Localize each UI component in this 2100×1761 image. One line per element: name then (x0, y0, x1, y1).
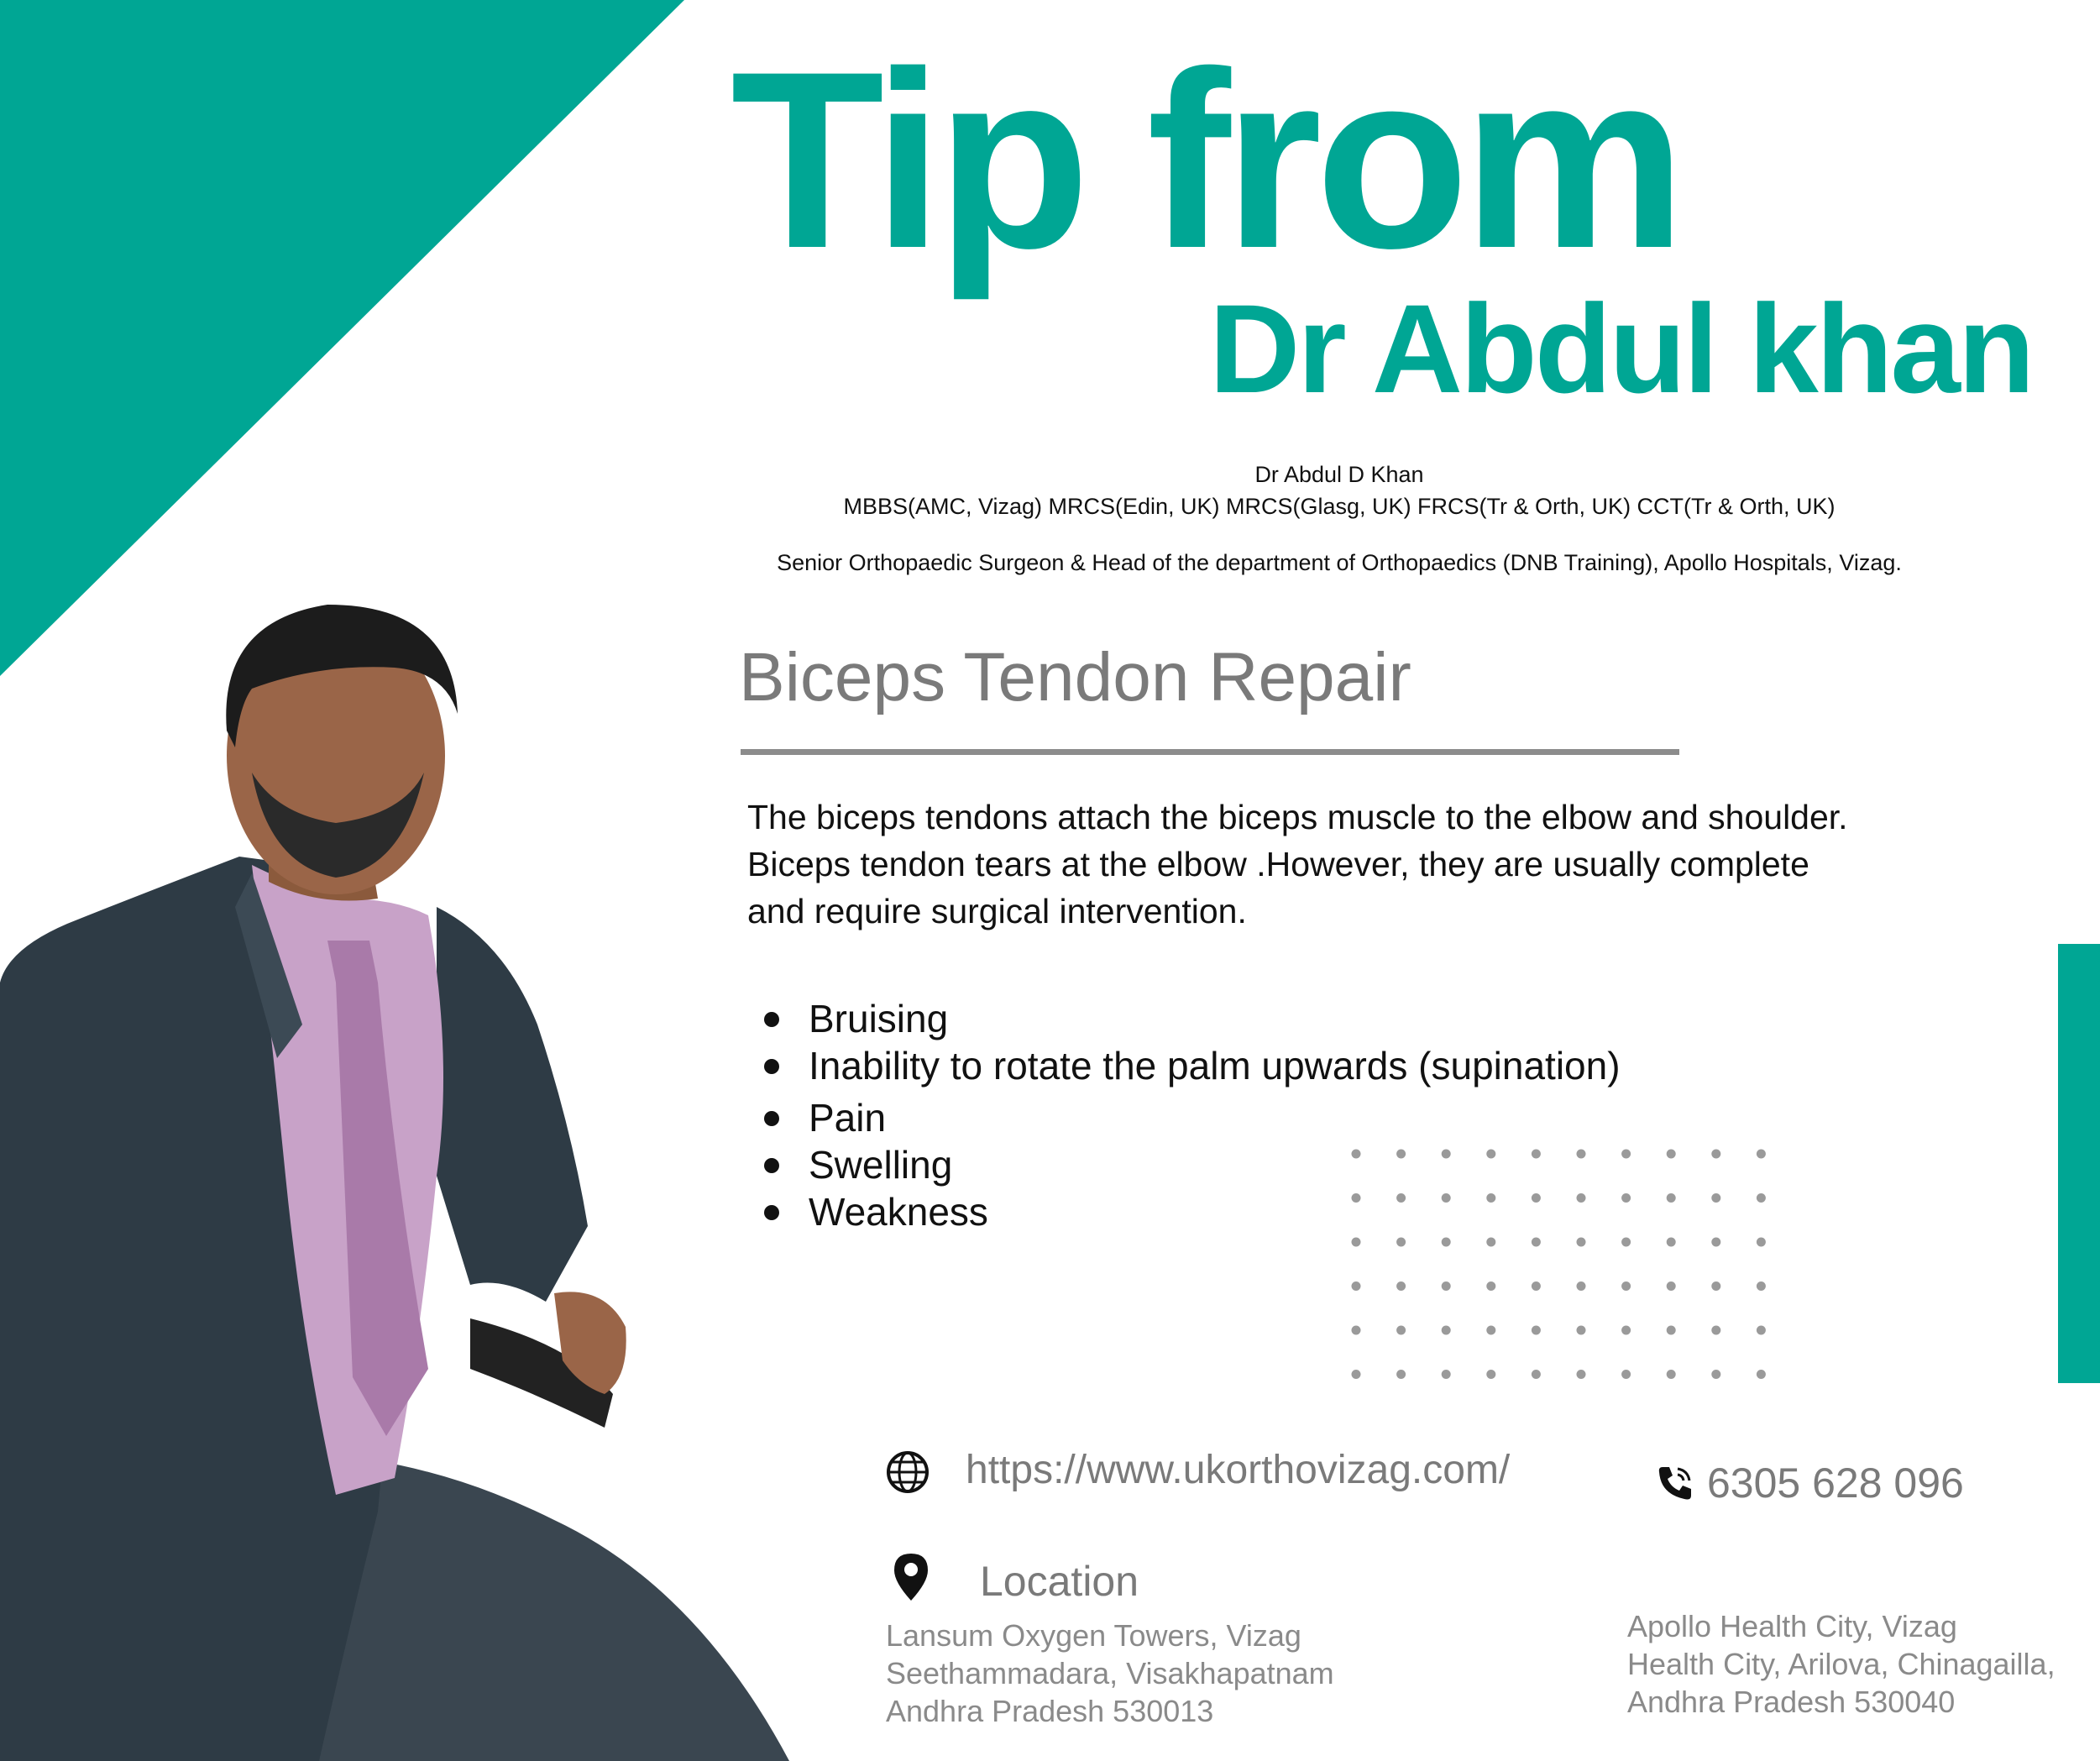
grid-dot (1442, 1370, 1451, 1379)
grid-dot (1396, 1193, 1406, 1203)
grid-dot (1532, 1193, 1541, 1203)
grid-dot (1667, 1370, 1676, 1379)
topic-title: Biceps Tendon Repair (739, 639, 1411, 715)
address-line: Andhra Pradesh 530013 (886, 1694, 1214, 1728)
address-line: Seethammadara, Visakhapatnam (886, 1656, 1334, 1690)
address-line: Health City, Arilova, Chinagailla, (1627, 1647, 2055, 1681)
accent-triangle (0, 0, 684, 676)
grid-dot (1667, 1193, 1676, 1203)
grid-dot (1577, 1326, 1586, 1335)
grid-dot (1532, 1370, 1541, 1379)
grid-dot (1352, 1326, 1361, 1335)
grid-dot (1757, 1281, 1766, 1291)
grid-dot (1577, 1150, 1586, 1159)
grid-dot (1396, 1370, 1406, 1379)
grid-dot (1757, 1370, 1766, 1379)
grid-dot (1442, 1193, 1451, 1203)
description-line: Biceps tendon tears at the elbow .However, they are usually complete (747, 845, 1809, 883)
grid-dot (1352, 1150, 1361, 1159)
grid-dot (1711, 1370, 1720, 1379)
grid-dot (1486, 1193, 1495, 1203)
grid-dot (1757, 1150, 1766, 1159)
grid-dot (1577, 1193, 1586, 1203)
symptom-item: Bruising (760, 995, 1621, 1042)
address-line: Andhra Pradesh 530040 (1627, 1685, 1956, 1719)
grid-dot (1577, 1238, 1586, 1247)
grid-dot (1396, 1326, 1406, 1335)
grid-dot (1667, 1281, 1676, 1291)
grid-dot (1757, 1193, 1766, 1203)
grid-dot (1532, 1238, 1541, 1247)
topic-divider (741, 749, 1679, 755)
doctor-name-title: Dr Abdul khan (1209, 278, 2033, 419)
doctor-full-name: Dr Abdul D Khan (1254, 462, 1424, 487)
grid-dot (1486, 1238, 1495, 1247)
grid-dot (1621, 1150, 1631, 1159)
description-line: The biceps tendons attach the biceps muscle to the elbow and shoulder. (747, 798, 1848, 836)
location-label: Location (980, 1558, 1139, 1605)
doctor-photo (0, 588, 806, 1761)
grid-dot (1667, 1150, 1676, 1159)
grid-dot (1711, 1193, 1720, 1203)
symptom-item: Weakness (760, 1188, 1621, 1235)
grid-dot (1621, 1238, 1631, 1247)
doctor-role: Senior Orthopaedic Surgeon & Head of the department of Orthopaedics (DNB Training), Apollo Hospitals, Vizag. (777, 550, 1902, 575)
address-vizag-seethammadara (886, 1617, 1334, 1730)
website-link[interactable]: https://www.ukorthovizag.com/ (966, 1448, 1511, 1492)
grid-dot (1711, 1238, 1720, 1247)
address-line: Lansum Oxygen Towers, Vizag (886, 1618, 1301, 1653)
doctor-qualifications: MBBS(AMC, Vizag) MRCS(Edin, UK) MRCS(Glasg, UK) FRCS(Tr & Orth, UK) CCT(Tr & Orth, UK) (843, 494, 1836, 519)
grid-dot (1486, 1370, 1495, 1379)
decorative-dot-grid (1347, 1149, 1767, 1384)
grid-dot (1667, 1238, 1676, 1247)
grid-dot (1352, 1193, 1361, 1203)
grid-dot (1442, 1326, 1451, 1335)
grid-dot (1486, 1150, 1495, 1159)
grid-dot (1532, 1326, 1541, 1335)
address-apollo-health-city (1627, 1607, 2055, 1721)
grid-dot (1442, 1238, 1451, 1247)
description-line: and require surgical intervention. (747, 892, 1247, 930)
grid-dot (1442, 1150, 1451, 1159)
grid-dot (1396, 1281, 1406, 1291)
grid-dot (1621, 1326, 1631, 1335)
accent-side-bar (2058, 944, 2100, 1383)
grid-dot (1621, 1370, 1631, 1379)
grid-dot (1532, 1281, 1541, 1291)
address-line: Apollo Health City, Vizag (1627, 1609, 1957, 1643)
grid-dot (1486, 1281, 1495, 1291)
grid-dot (1442, 1281, 1451, 1291)
map-pin-icon (893, 1552, 930, 1602)
symptom-item: Pain (760, 1094, 1621, 1141)
grid-dot (1352, 1238, 1361, 1247)
grid-dot (1757, 1326, 1766, 1335)
headline-title: Tip from (731, 18, 1680, 301)
grid-dot (1757, 1238, 1766, 1247)
phone-icon (1656, 1464, 1694, 1502)
grid-dot (1352, 1281, 1361, 1291)
grid-dot (1711, 1150, 1720, 1159)
symptom-item: Swelling (760, 1141, 1621, 1188)
grid-dot (1667, 1326, 1676, 1335)
topic-description (747, 794, 1848, 935)
globe-icon (886, 1450, 930, 1494)
grid-dot (1532, 1150, 1541, 1159)
grid-dot (1396, 1150, 1406, 1159)
grid-dot (1577, 1370, 1586, 1379)
phone-number[interactable]: 6305 628 096 (1707, 1460, 1964, 1507)
symptom-item: Inability to rotate the palm upwards (supination) (760, 1042, 1621, 1089)
grid-dot (1577, 1281, 1586, 1291)
grid-dot (1711, 1281, 1720, 1291)
grid-dot (1352, 1370, 1361, 1379)
grid-dot (1396, 1238, 1406, 1247)
grid-dot (1486, 1326, 1495, 1335)
grid-dot (1621, 1281, 1631, 1291)
grid-dot (1711, 1326, 1720, 1335)
grid-dot (1621, 1193, 1631, 1203)
